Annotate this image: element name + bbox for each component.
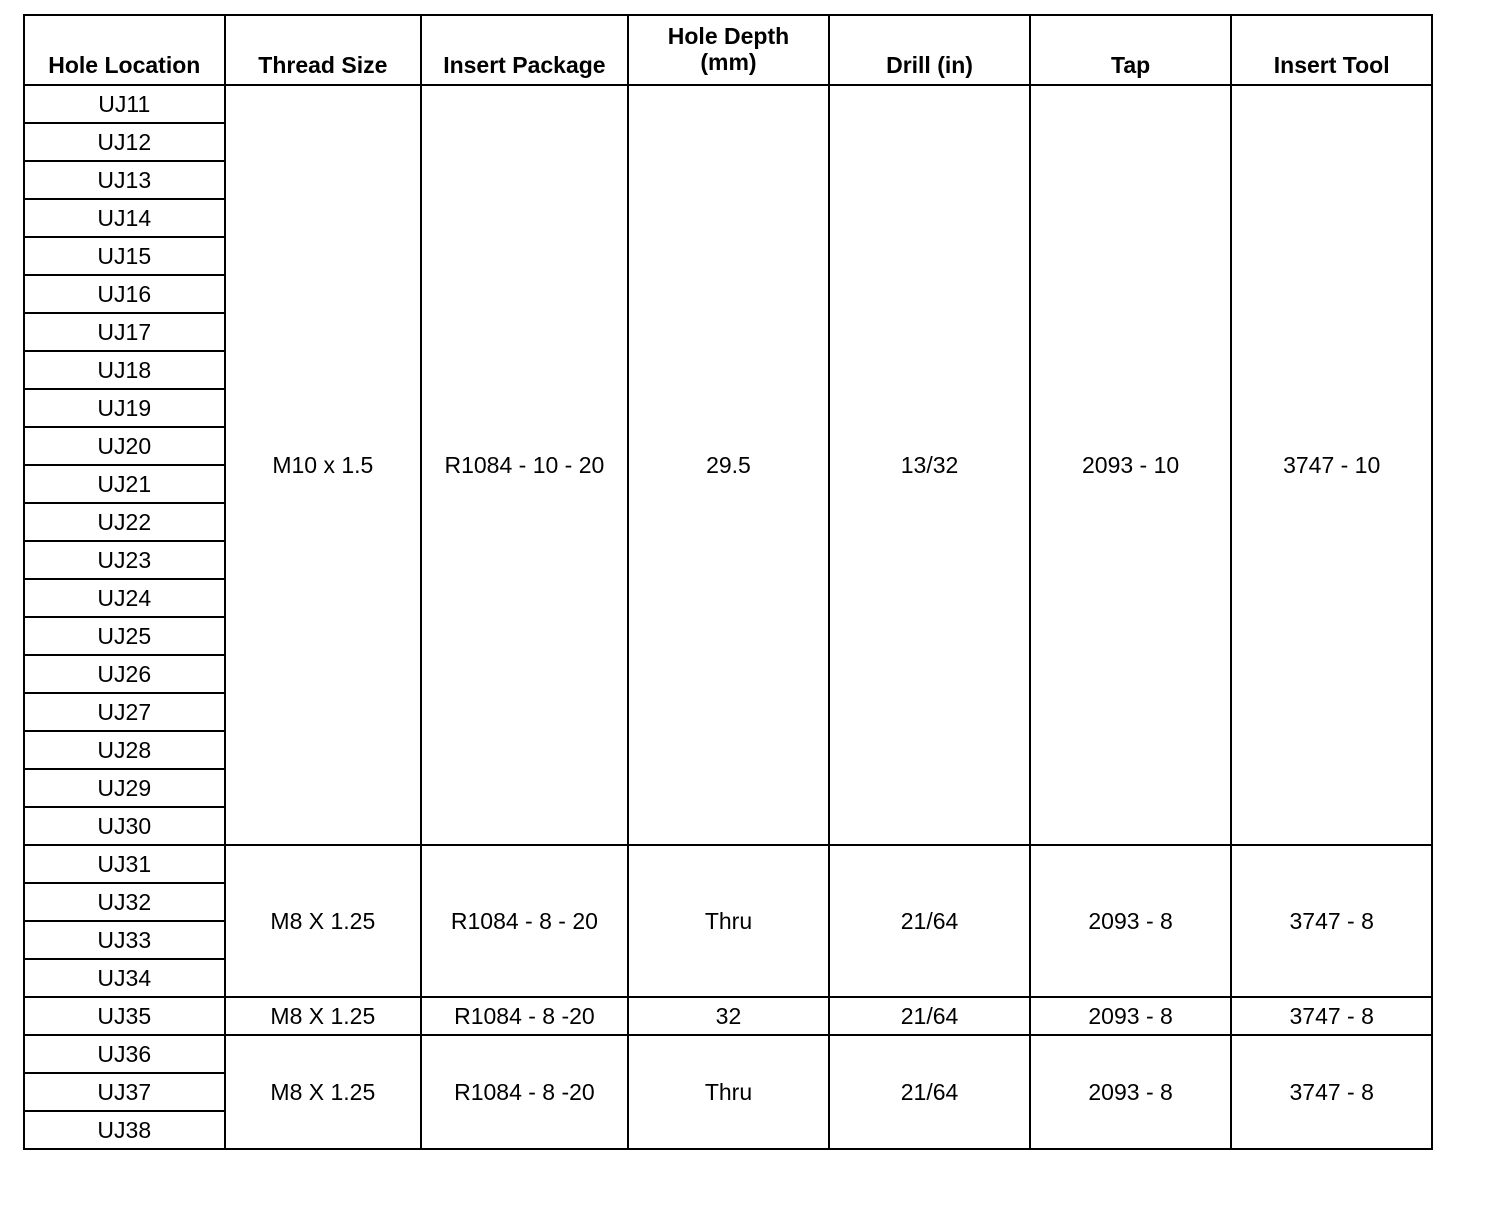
hole-location-cell: UJ15 [24, 237, 225, 275]
hole-location-cell: UJ28 [24, 731, 225, 769]
hole-location-cell: UJ25 [24, 617, 225, 655]
hole-location-cell: UJ35 [24, 997, 225, 1035]
hole-location-cell: UJ33 [24, 921, 225, 959]
tap-cell: 2093 - 8 [1030, 1035, 1232, 1149]
drill-size-cell: 21/64 [829, 1035, 1030, 1149]
hole-location-cell: UJ14 [24, 199, 225, 237]
hole-depth-cell: Thru [628, 845, 830, 997]
hole-depth-cell: 32 [628, 997, 830, 1035]
hole-location-cell: UJ17 [24, 313, 225, 351]
hole-spec-table [23, 14, 1433, 1150]
hole-location-cell: UJ36 [24, 1035, 225, 1073]
header-hole-location: Hole Location [24, 15, 225, 85]
hole-depth-cell: 29.5 [628, 85, 830, 845]
hole-depth-cell: Thru [628, 1035, 830, 1149]
hole-location-cell: UJ22 [24, 503, 225, 541]
header-hole-depth-line1: Hole Depth [667, 23, 790, 49]
tap-cell: 2093 - 10 [1030, 85, 1232, 845]
thread-size-cell: M8 X 1.25 [225, 845, 422, 997]
hole-location-cell: UJ31 [24, 845, 225, 883]
insert-tool-cell: 3747 - 8 [1231, 845, 1432, 997]
table-row [24, 1035, 1432, 1073]
tap-cell: 2093 - 8 [1030, 997, 1232, 1035]
insert-package-cell: R1084 - 8 - 20 [421, 845, 628, 997]
hole-location-cell: UJ12 [24, 123, 225, 161]
insert-tool-cell: 3747 - 8 [1231, 1035, 1432, 1149]
hole-location-cell: UJ23 [24, 541, 225, 579]
drill-size-cell: 13/32 [829, 85, 1030, 845]
hole-location-cell: UJ27 [24, 693, 225, 731]
hole-location-cell: UJ16 [24, 275, 225, 313]
thread-size-cell: M8 X 1.25 [225, 1035, 422, 1149]
table-row [24, 997, 1432, 1035]
hole-location-cell: UJ11 [24, 85, 225, 123]
hole-location-cell: UJ26 [24, 655, 225, 693]
header-hole-depth [628, 15, 830, 85]
table-body [24, 85, 1432, 1149]
hole-location-cell: UJ24 [24, 579, 225, 617]
thread-size-cell: M10 x 1.5 [225, 85, 422, 845]
header-tap: Tap [1030, 15, 1232, 85]
insert-tool-cell: 3747 - 8 [1231, 997, 1432, 1035]
header-hole-depth-line2: (mm) [700, 49, 757, 75]
hole-location-cell: UJ20 [24, 427, 225, 465]
drill-size-cell: 21/64 [829, 845, 1030, 997]
hole-location-cell: UJ18 [24, 351, 225, 389]
header-drill: Drill (in) [829, 15, 1030, 85]
insert-tool-cell: 3747 - 10 [1231, 85, 1432, 845]
hole-location-cell: UJ32 [24, 883, 225, 921]
insert-package-cell: R1084 - 10 - 20 [421, 85, 628, 845]
hole-location-cell: UJ29 [24, 769, 225, 807]
table-row [24, 85, 1432, 123]
hole-location-cell: UJ30 [24, 807, 225, 845]
hole-location-cell: UJ19 [24, 389, 225, 427]
hole-location-cell: UJ37 [24, 1073, 225, 1111]
table-row [24, 845, 1432, 883]
insert-package-cell: R1084 - 8 -20 [421, 1035, 628, 1149]
hole-location-cell: UJ21 [24, 465, 225, 503]
header-thread-size: Thread Size [225, 15, 422, 85]
hole-location-cell: UJ34 [24, 959, 225, 997]
hole-location-cell: UJ13 [24, 161, 225, 199]
header-insert-tool: Insert Tool [1231, 15, 1432, 85]
hole-location-cell: UJ38 [24, 1111, 225, 1149]
thread-size-cell: M8 X 1.25 [225, 997, 422, 1035]
drill-size-cell: 21/64 [829, 997, 1030, 1035]
header-insert-package: Insert Package [421, 15, 628, 85]
tap-cell: 2093 - 8 [1030, 845, 1232, 997]
insert-package-cell: R1084 - 8 -20 [421, 997, 628, 1035]
header-row [24, 15, 1432, 85]
